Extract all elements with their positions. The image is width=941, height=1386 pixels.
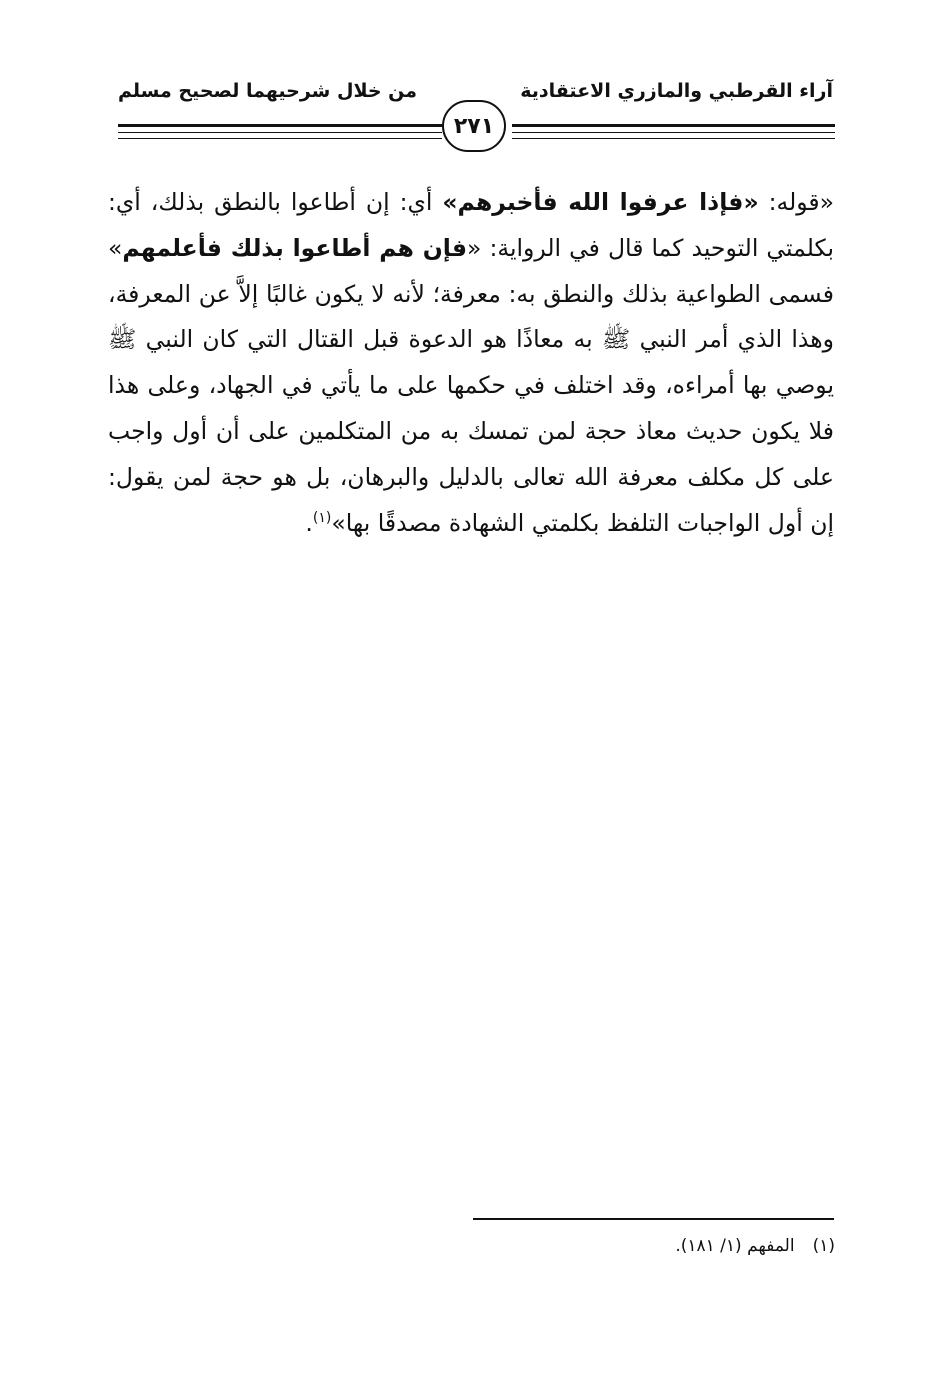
footnote-reference: (١) xyxy=(312,509,332,526)
footnote-separator xyxy=(473,1218,834,1220)
page-number: ٢٧١ xyxy=(442,100,506,152)
header-rule-left-thin xyxy=(118,132,442,133)
running-head-subtitle: من خلال شرحيهما لصحيح مسلم xyxy=(118,80,418,102)
end-punctuation: . xyxy=(305,508,313,537)
footnote xyxy=(675,1236,835,1256)
footnote-marker: (١) xyxy=(812,1236,835,1256)
header-rule-left-thick xyxy=(118,124,442,127)
body-text-run: » فسمى الطواعية بذلك والنطق به: معرفة؛ لأنه لا يكون غالبًا إلاَّ عن المعرفة، وهذا الذي أمر النبي ﷺ به معاذًا هو الدعوة قبل القتال التي كان النبي ﷺ يوصي بها أمراءه، وقد اختلف في حكمها على ما يأتي في الجهاد، وعلى هذا فلا يكون حديث معاذ حجة لمن تمسك به من المتكلمين على أن أول واجب على كل مكلف معرفة الله تعالى بالدليل والبرهان، بل هو حجة لمن يقول: إن أول الواجبات التلفظ بكلمتي الشهادة مصدقًا بها» xyxy=(108,233,834,537)
body-paragraph xyxy=(108,180,834,546)
footnote-text: المفهم (١/ ١٨١). xyxy=(675,1236,795,1256)
header-rule-right-thin xyxy=(512,132,835,133)
header-rule-left-thin-2 xyxy=(118,138,442,139)
running-head-book-title: آراء القرطبي والمازري الاعتقادية xyxy=(520,80,833,102)
header-rule-right-thin-2 xyxy=(512,138,835,139)
narration-quote-bold: فإن هم أطاعوا بذلك فأعلمهم xyxy=(122,233,467,262)
body-text-run: «قوله: xyxy=(758,188,834,216)
body-text-run: أي: إن أطاعوا بالنطق بذلك، أي: بكلمتي التوحيد كما قال في الرواية: « xyxy=(108,188,834,262)
header-rule-right-thick xyxy=(512,124,835,127)
hadith-quote-bold: «فإذا عرفوا الله فأخبرهم» xyxy=(442,188,759,216)
